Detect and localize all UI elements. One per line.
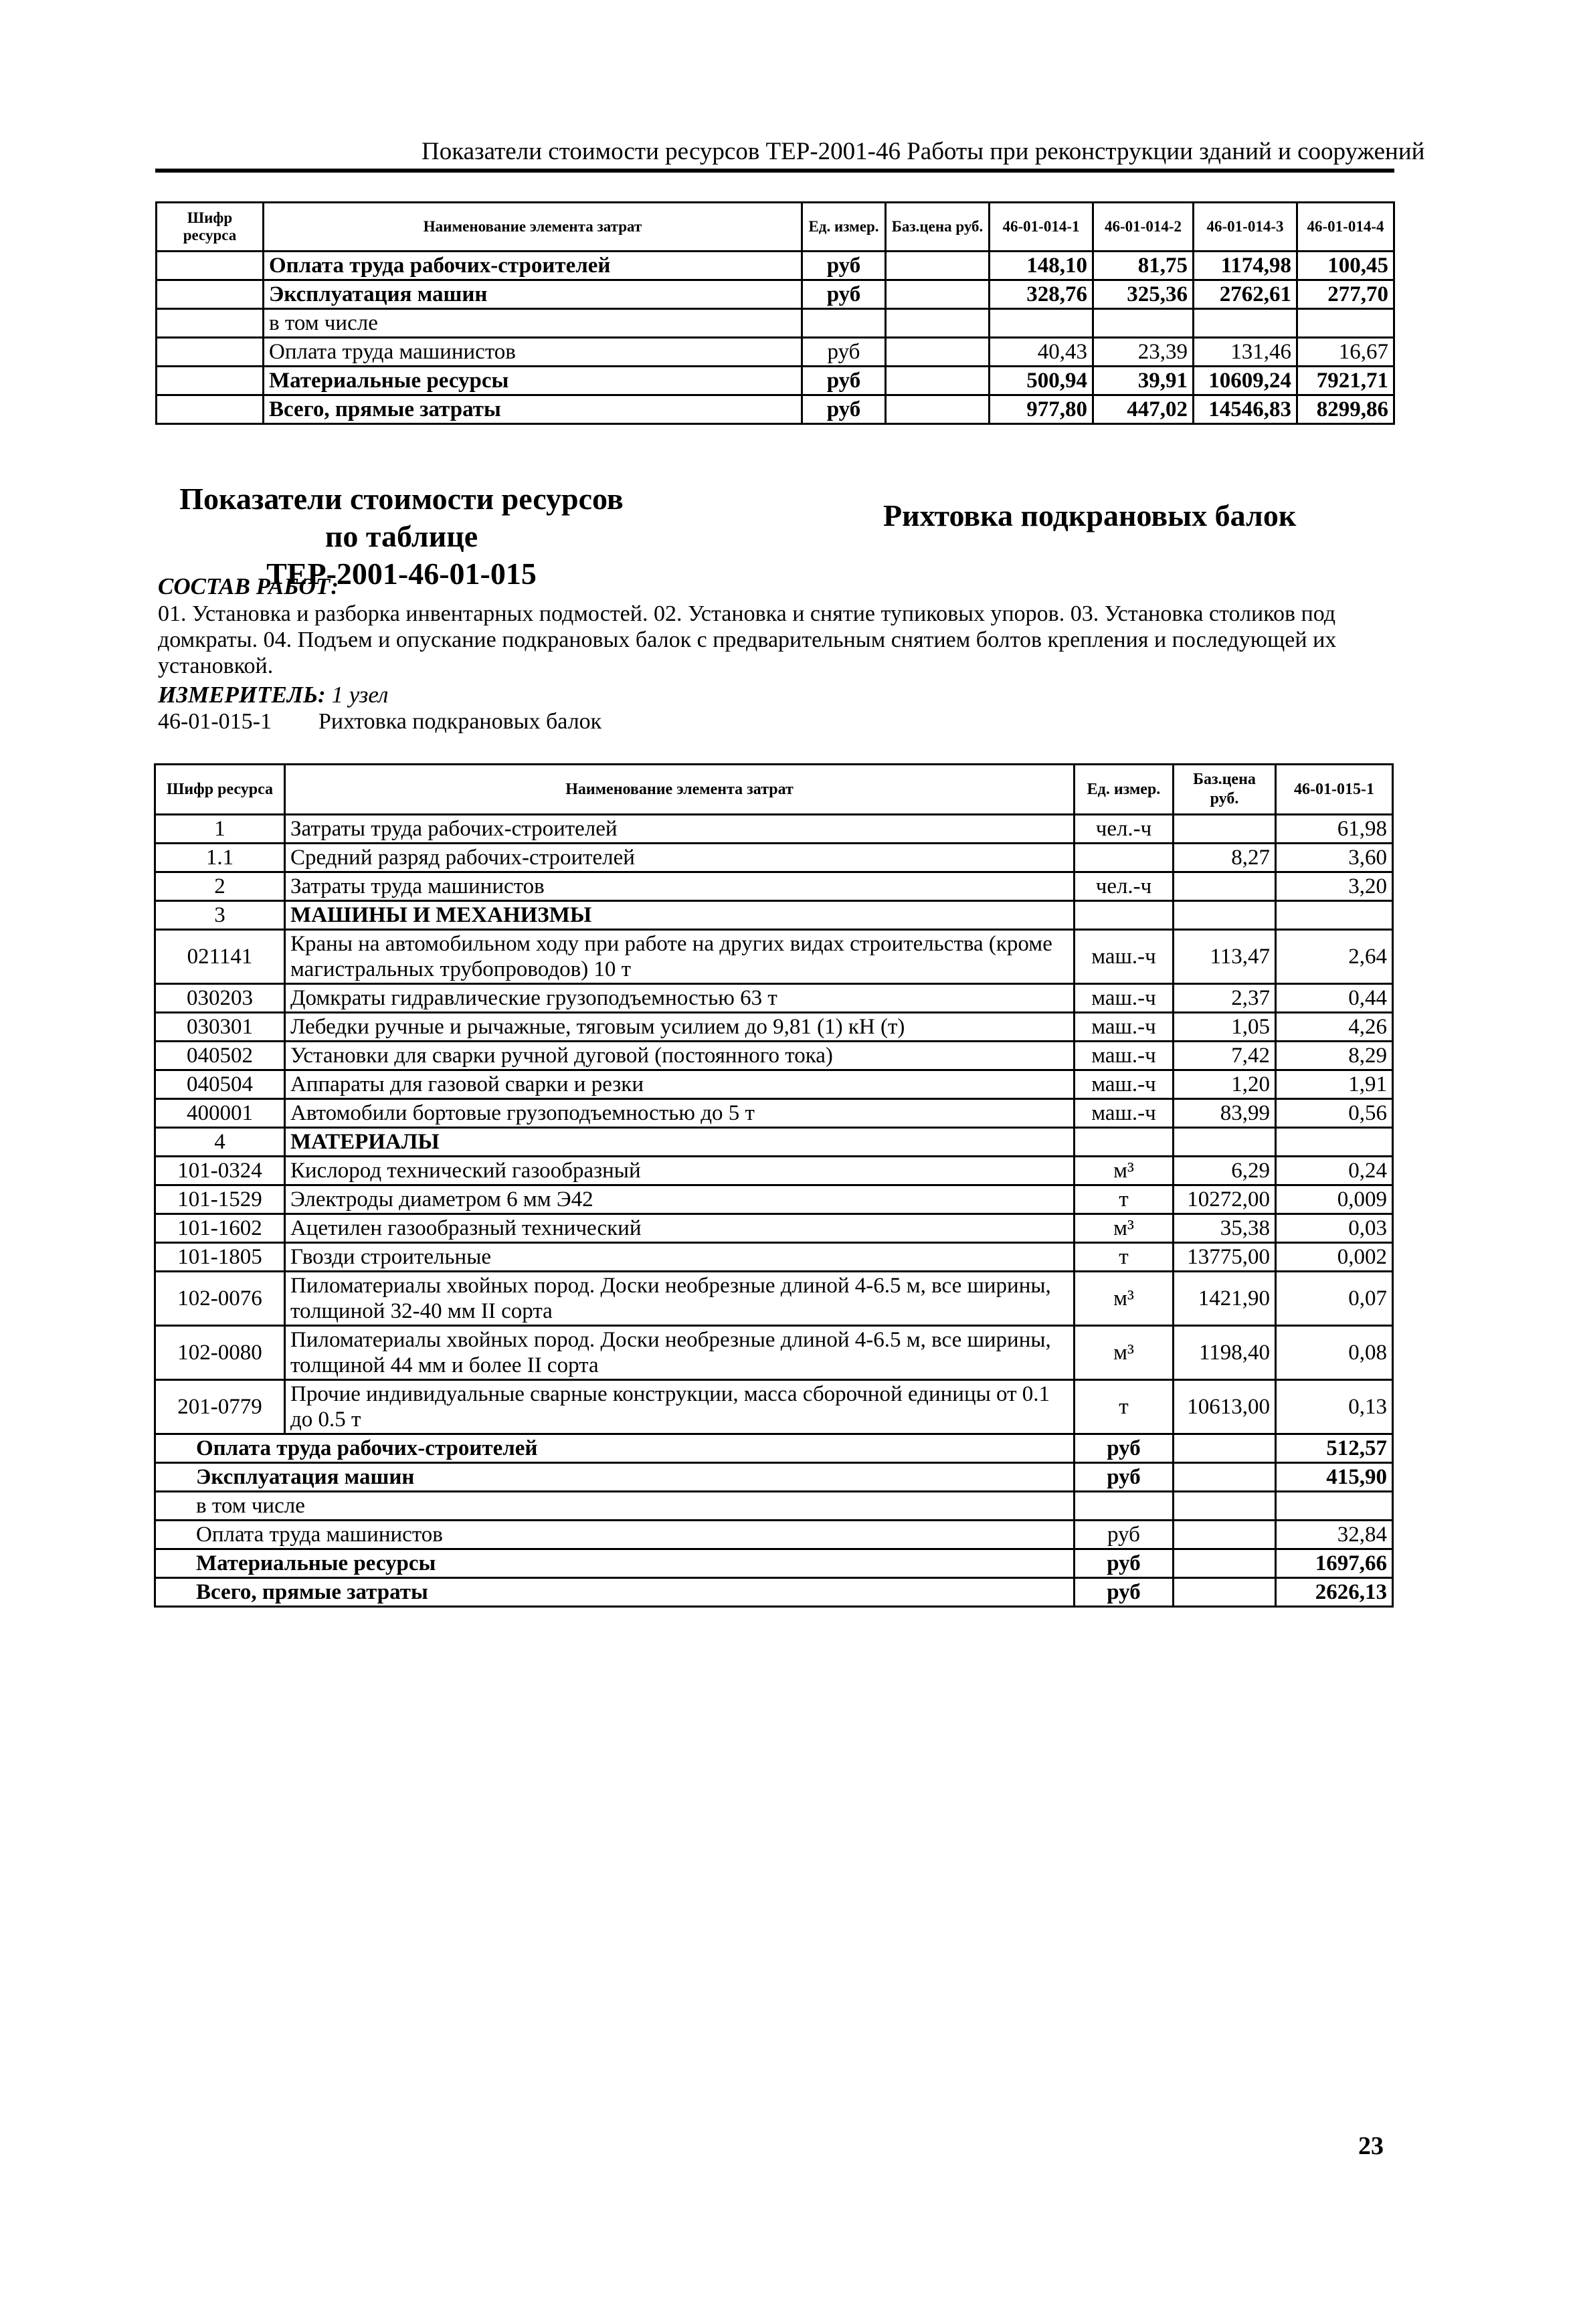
meter-line — [158, 682, 388, 708]
table2-total-unit-cell: руб — [1075, 1434, 1174, 1463]
table1-value-cell: 7921,71 — [1297, 367, 1394, 395]
table1-name-cell: Эксплуатация машин — [264, 280, 802, 309]
table1-value-cell: 10609,24 — [1194, 367, 1297, 395]
table2-name-cell: Кислород технический газообразный — [285, 1157, 1075, 1185]
table2-header-value: 46-01-015-1 — [1276, 765, 1393, 815]
table1-value-cell — [990, 309, 1093, 338]
table1-unit-cell: руб — [802, 280, 886, 309]
table1-code-cell — [157, 338, 264, 367]
table1-name-cell: Оплата труда машинистов — [264, 338, 802, 367]
table2-value-cell: 0,002 — [1276, 1243, 1393, 1272]
table2-value-cell: 0,07 — [1276, 1272, 1393, 1326]
table2-name-cell: Затраты труда рабочих-строителей — [285, 815, 1075, 844]
table2-unit-cell: м³ — [1075, 1214, 1174, 1243]
table2-name-cell: МАШИНЫ И МЕХАНИЗМЫ — [285, 901, 1075, 930]
table2-price-cell: 113,47 — [1174, 930, 1276, 984]
table2-unit-cell: м³ — [1075, 1326, 1174, 1380]
table1-code-cell — [157, 280, 264, 309]
table1-unit-cell: руб — [802, 395, 886, 424]
table1-header-name: Наименование элемента затрат — [264, 203, 802, 252]
table2-value-cell: 0,56 — [1276, 1099, 1393, 1128]
table2-code-cell: 201-0779 — [155, 1380, 285, 1434]
table-row — [157, 367, 1394, 395]
table2-unit-cell: маш.-ч — [1075, 930, 1174, 984]
table2-total-price-cell — [1174, 1463, 1276, 1492]
table1-header-col2: 46-01-014-2 — [1093, 203, 1194, 252]
table2-total-unit-cell: руб — [1075, 1463, 1174, 1492]
table-total-row — [155, 1549, 1393, 1578]
table2-price-cell: 1,20 — [1174, 1070, 1276, 1099]
table2-name-cell: Средний разряд рабочих-строителей — [285, 844, 1075, 872]
table2-unit-cell: маш.-ч — [1075, 984, 1174, 1013]
table-row — [155, 984, 1393, 1013]
table2-code-cell: 101-1805 — [155, 1243, 285, 1272]
table2-total-name-cell: Всего, прямые затраты — [155, 1578, 1075, 1607]
table2-total-price-cell — [1174, 1549, 1276, 1578]
table1-value-cell: 16,67 — [1297, 338, 1394, 367]
table2-name-cell: Автомобили бортовые грузоподъемностью до 5 т — [285, 1099, 1075, 1128]
table-row — [155, 1326, 1393, 1380]
table1-value-cell: 8299,86 — [1297, 395, 1394, 424]
meter-value: 1 узел — [331, 682, 389, 708]
table2-unit-cell: чел.-ч — [1075, 815, 1174, 844]
table2-price-cell: 6,29 — [1174, 1157, 1276, 1185]
table-row — [157, 252, 1394, 280]
table2-total-value-cell — [1276, 1492, 1393, 1521]
table2-code-cell: 040502 — [155, 1042, 285, 1070]
table2-code-cell: 4 — [155, 1128, 285, 1157]
table1-code-cell — [157, 309, 264, 338]
table-total-row — [155, 1434, 1393, 1463]
table2-name-cell: Установки для сварки ручной дуговой (постоянного тока) — [285, 1042, 1075, 1070]
table2-header-unit: Ед. измер. — [1075, 765, 1174, 815]
rate-code: 46-01-015-1 — [158, 709, 272, 734]
table2-value-cell: 3,20 — [1276, 872, 1393, 901]
table2-total-name-cell: Эксплуатация машин — [155, 1463, 1075, 1492]
table2-price-cell: 7,42 — [1174, 1042, 1276, 1070]
table-total-row — [155, 1521, 1393, 1549]
table1-header-col1: 46-01-014-1 — [990, 203, 1093, 252]
table2-total-name-cell: в том числе — [155, 1492, 1075, 1521]
table2-unit-cell: маш.-ч — [1075, 1099, 1174, 1128]
table1-value-cell: 328,76 — [990, 280, 1093, 309]
table-row — [155, 1243, 1393, 1272]
table2-total-unit-cell: руб — [1075, 1521, 1174, 1549]
table-row — [155, 930, 1393, 984]
table2-unit-cell — [1075, 901, 1174, 930]
cost-table-46-01-014 — [155, 201, 1395, 425]
table1-value-cell — [1093, 309, 1194, 338]
table-total-row — [155, 1463, 1393, 1492]
rate-name: Рихтовка подкрановых балок — [318, 709, 602, 734]
table2-name-cell: МАТЕРИАЛЫ — [285, 1128, 1075, 1157]
table1-price-cell — [886, 367, 990, 395]
table2-total-unit-cell — [1075, 1492, 1174, 1521]
table1-value-cell: 2762,61 — [1194, 280, 1297, 309]
table2-body — [155, 815, 1393, 1607]
table2-total-price-cell — [1174, 1434, 1276, 1463]
table2-code-cell: 102-0080 — [155, 1326, 285, 1380]
table1-value-cell: 81,75 — [1093, 252, 1194, 280]
table2-total-value-cell: 2626,13 — [1276, 1578, 1393, 1607]
table2-total-price-cell — [1174, 1521, 1276, 1549]
table2-name-cell: Ацетилен газообразный технический — [285, 1214, 1075, 1243]
header-rule — [155, 169, 1394, 173]
table2-value-cell: 61,98 — [1276, 815, 1393, 844]
table-row — [155, 1214, 1393, 1243]
table-row — [157, 395, 1394, 424]
table2-code-cell: 2 — [155, 872, 285, 901]
table1-unit-cell: руб — [802, 252, 886, 280]
table1-value-cell: 23,39 — [1093, 338, 1194, 367]
table-row — [157, 309, 1394, 338]
section-subtitle: Рихтовка подкрановых балок — [883, 498, 1297, 532]
table2-unit-cell: т — [1075, 1185, 1174, 1214]
table1-value-cell: 447,02 — [1093, 395, 1194, 424]
table2-code-cell: 101-1529 — [155, 1185, 285, 1214]
table2-price-cell — [1174, 1128, 1276, 1157]
table2-value-cell: 0,13 — [1276, 1380, 1393, 1434]
table2-price-cell: 2,37 — [1174, 984, 1276, 1013]
table2-code-cell: 030301 — [155, 1013, 285, 1042]
table1-unit-cell: руб — [802, 367, 886, 395]
table1-value-cell: 40,43 — [990, 338, 1093, 367]
table1-header-col4: 46-01-014-4 — [1297, 203, 1394, 252]
table1-price-cell — [886, 252, 990, 280]
table2-unit-cell: т — [1075, 1243, 1174, 1272]
table2-unit-cell: маш.-ч — [1075, 1070, 1174, 1099]
table1-value-cell: 325,36 — [1093, 280, 1194, 309]
table1-code-cell — [157, 252, 264, 280]
table2-price-cell — [1174, 872, 1276, 901]
table2-code-cell: 040504 — [155, 1070, 285, 1099]
table1-value-cell: 1174,98 — [1194, 252, 1297, 280]
table1-header-code: Шифр ресурса — [157, 203, 264, 252]
table1-value-cell — [1194, 309, 1297, 338]
table2-code-cell: 400001 — [155, 1099, 285, 1128]
table1-value-cell: 14546,83 — [1194, 395, 1297, 424]
table2-code-cell: 3 — [155, 901, 285, 930]
table1-header-col3: 46-01-014-3 — [1194, 203, 1297, 252]
table-row — [155, 1272, 1393, 1326]
table2-value-cell: 0,44 — [1276, 984, 1393, 1013]
composition-text: 01. Установка и разборка инвентарных подмостей. 02. Установка и снятие тупиковых упоров. 03. Установка столиков под домкраты. 04. Подъем и опускание подкрановых балок с предварительным снятием болтов крепления и последующей их установкой. — [158, 601, 1337, 678]
table2-code-cell: 021141 — [155, 930, 285, 984]
table1-value-cell: 148,10 — [990, 252, 1093, 280]
table1-code-cell — [157, 367, 264, 395]
table2-total-value-cell: 32,84 — [1276, 1521, 1393, 1549]
table-total-row — [155, 1578, 1393, 1607]
running-header: Показатели стоимости ресурсов ТЕР-2001-46 Работы при реконструкции зданий и сооружений — [422, 138, 1425, 165]
table-row — [155, 844, 1393, 872]
table2-total-value-cell: 512,57 — [1276, 1434, 1393, 1463]
table2-value-cell: 8,29 — [1276, 1042, 1393, 1070]
table1-value-cell: 977,80 — [990, 395, 1093, 424]
table2-unit-cell: чел.-ч — [1075, 872, 1174, 901]
table2-total-price-cell — [1174, 1492, 1276, 1521]
table2-code-cell: 101-1602 — [155, 1214, 285, 1243]
table2-code-cell: 101-0324 — [155, 1157, 285, 1185]
table2-name-cell: Прочие индивидуальные сварные конструкции, масса сборочной единицы от 0.1 до 0.5 т — [285, 1380, 1075, 1434]
table2-value-cell: 0,24 — [1276, 1157, 1393, 1185]
table2-price-cell: 10272,00 — [1174, 1185, 1276, 1214]
table2-name-cell: Гвозди строительные — [285, 1243, 1075, 1272]
table1-price-cell — [886, 395, 990, 424]
table2-value-cell: 1,91 — [1276, 1070, 1393, 1099]
table2-value-cell — [1276, 901, 1393, 930]
table1-value-cell: 100,45 — [1297, 252, 1394, 280]
table-row — [155, 1070, 1393, 1099]
table-row — [155, 1185, 1393, 1214]
table2-total-value-cell: 1697,66 — [1276, 1549, 1393, 1578]
table2-name-cell: Пиломатериалы хвойных пород. Доски необрезные длиной 4-6.5 м, все ширины, толщиной 32-40 мм II сорта — [285, 1272, 1075, 1326]
table1-code-cell — [157, 395, 264, 424]
table1-value-cell: 277,70 — [1297, 280, 1394, 309]
table1-value-cell: 131,46 — [1194, 338, 1297, 367]
meter-label: ИЗМЕРИТЕЛЬ: — [158, 682, 326, 708]
table-row — [155, 872, 1393, 901]
table2-header-price: Баз.цена руб. — [1174, 765, 1276, 815]
table2-value-cell: 2,64 — [1276, 930, 1393, 984]
table2-total-unit-cell: руб — [1075, 1578, 1174, 1607]
section-title-line2: ТЕР-2001-46-01-015 — [266, 557, 537, 591]
table2-header-row — [155, 765, 1393, 815]
table1-name-cell: Всего, прямые затраты — [264, 395, 802, 424]
table2-total-value-cell: 415,90 — [1276, 1463, 1393, 1492]
table2-price-cell: 83,99 — [1174, 1099, 1276, 1128]
table2-value-cell: 0,009 — [1276, 1185, 1393, 1214]
table2-value-cell: 3,60 — [1276, 844, 1393, 872]
table2-name-cell: Домкраты гидравлические грузоподъемностью 63 т — [285, 984, 1075, 1013]
table1-value-cell: 500,94 — [990, 367, 1093, 395]
table2-name-cell: Аппараты для газовой сварки и резки — [285, 1070, 1075, 1099]
table-row — [157, 280, 1394, 309]
table2-name-cell: Краны на автомобильном ходу при работе на других видах строительства (кроме магистральных трубопроводов) 10 т — [285, 930, 1075, 984]
table2-name-cell: Затраты труда машинистов — [285, 872, 1075, 901]
table1-price-cell — [886, 280, 990, 309]
table2-unit-cell — [1075, 844, 1174, 872]
table-row — [155, 815, 1393, 844]
table-row — [155, 1157, 1393, 1185]
table2-total-unit-cell: руб — [1075, 1549, 1174, 1578]
table2-name-cell: Лебедки ручные и рычажные, тяговым усилием до 9,81 (1) кН (т) — [285, 1013, 1075, 1042]
table-row — [157, 338, 1394, 367]
cost-table-46-01-015 — [154, 763, 1394, 1608]
table2-value-cell — [1276, 1128, 1393, 1157]
table2-header-name: Наименование элемента затрат — [285, 765, 1075, 815]
table1-name-cell: Материальные ресурсы — [264, 367, 802, 395]
table-row — [155, 1128, 1393, 1157]
table1-unit-cell — [802, 309, 886, 338]
page-number: 23 — [1358, 2132, 1384, 2160]
table2-price-cell — [1174, 815, 1276, 844]
table1-body — [157, 252, 1394, 424]
table2-price-cell: 10613,00 — [1174, 1380, 1276, 1434]
table2-unit-cell: маш.-ч — [1075, 1042, 1174, 1070]
table1-header-unit: Ед. измер. — [802, 203, 886, 252]
table-row — [155, 1042, 1393, 1070]
table-row — [155, 901, 1393, 930]
table1-name-cell: Оплата труда рабочих-строителей — [264, 252, 802, 280]
table2-price-cell: 35,38 — [1174, 1214, 1276, 1243]
table2-total-price-cell — [1174, 1578, 1276, 1607]
table2-unit-cell — [1075, 1128, 1174, 1157]
table2-total-name-cell: Оплата труда рабочих-строителей — [155, 1434, 1075, 1463]
section-title-line1: Показатели стоимости ресурсов по таблице — [179, 482, 624, 553]
composition-label: СОСТАВ РАБОТ: — [158, 573, 339, 599]
table-row — [155, 1099, 1393, 1128]
rate-line — [158, 709, 601, 735]
table2-price-cell: 1198,40 — [1174, 1326, 1276, 1380]
table2-value-cell: 0,08 — [1276, 1326, 1393, 1380]
table2-total-name-cell: Материальные ресурсы — [155, 1549, 1075, 1578]
table-row — [155, 1013, 1393, 1042]
table2-price-cell — [1174, 901, 1276, 930]
table2-value-cell: 0,03 — [1276, 1214, 1393, 1243]
table1-value-cell: 39,91 — [1093, 367, 1194, 395]
table1-header-price: Баз.цена руб. — [886, 203, 990, 252]
table2-price-cell: 13775,00 — [1174, 1243, 1276, 1272]
table1-name-cell: в том числе — [264, 309, 802, 338]
table2-code-cell: 030203 — [155, 984, 285, 1013]
table-row — [155, 1380, 1393, 1434]
table2-name-cell: Электроды диаметром 6 мм Э42 — [285, 1185, 1075, 1214]
table1-price-cell — [886, 309, 990, 338]
table2-total-name-cell: Оплата труда машинистов — [155, 1521, 1075, 1549]
table-total-row — [155, 1492, 1393, 1521]
table1-header-row — [157, 203, 1394, 252]
table2-unit-cell: т — [1075, 1380, 1174, 1434]
table2-code-cell: 102-0076 — [155, 1272, 285, 1326]
table2-unit-cell: м³ — [1075, 1157, 1174, 1185]
table2-unit-cell: маш.-ч — [1075, 1013, 1174, 1042]
table2-value-cell: 4,26 — [1276, 1013, 1393, 1042]
table1-price-cell — [886, 338, 990, 367]
table1-value-cell — [1297, 309, 1394, 338]
table2-price-cell: 8,27 — [1174, 844, 1276, 872]
table2-code-cell: 1 — [155, 815, 285, 844]
table1-unit-cell: руб — [802, 338, 886, 367]
table2-code-cell: 1.1 — [155, 844, 285, 872]
table2-header-code: Шифр ресурса — [155, 765, 285, 815]
table2-price-cell: 1421,90 — [1174, 1272, 1276, 1326]
table2-name-cell: Пиломатериалы хвойных пород. Доски необрезные длиной 4-6.5 м, все ширины, толщиной 44 мм и более II сорта — [285, 1326, 1075, 1380]
table2-unit-cell: м³ — [1075, 1272, 1174, 1326]
table2-price-cell: 1,05 — [1174, 1013, 1276, 1042]
